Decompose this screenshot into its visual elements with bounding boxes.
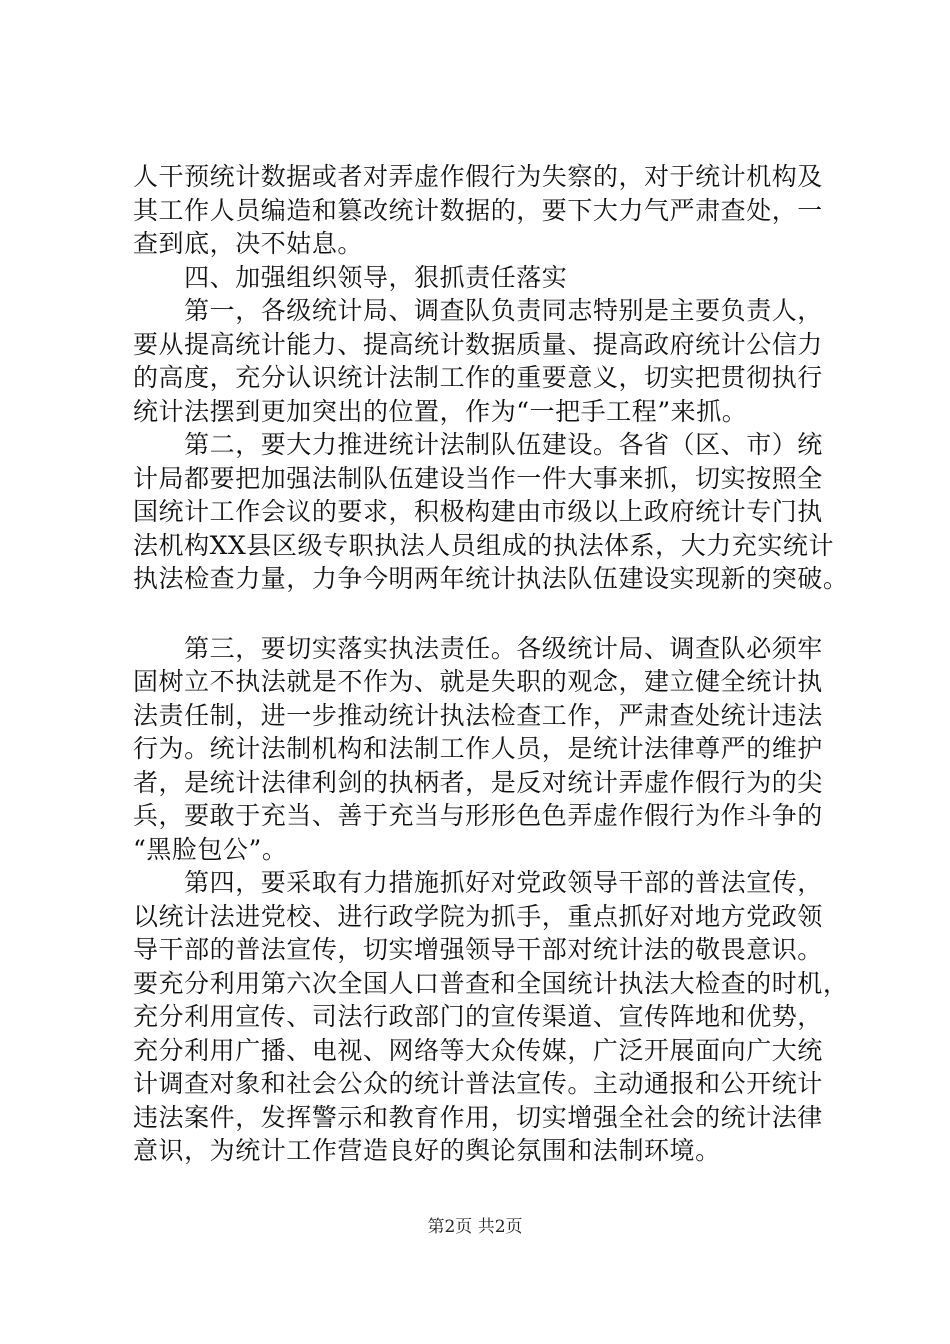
text-line: 要充分利用第六次全国人口普查和全国统计执法大检查的时机， (133, 968, 849, 998)
text-line: 意识，为统计工作营造良好的舆论氛围和法制环境。 (133, 1136, 721, 1165)
text-line: 兵，要敢于充当、善于充当与形形色色弄虚作假行为作斗争的 (133, 801, 823, 830)
text-line: 第四，要采取有力措施抓好对党政领导干部的普法宣传， (133, 868, 823, 897)
text-line: 第一，各级统计局、调查队负责同志特别是主要负责人， (133, 296, 823, 325)
text-line: “黑脸包公”。 (133, 834, 288, 864)
text-line: 查到底，决不姑息。 (133, 229, 363, 258)
text-line: 充分利用广播、电视、网络等大众传媒，广泛开展面向广大统 (133, 1035, 823, 1065)
document-body (133, 160, 853, 1168)
text-line: 法机构XX县区级专职执法人员组成的执法体系，大力充实统计 (133, 530, 834, 560)
text-line: 违法案件，发挥警示和教育作用，切实增强全社会的统计法律 (133, 1102, 823, 1132)
blank-line (133, 596, 853, 632)
text-line: 要从提高统计能力、提高统计数据质量、提高政府统计公信力 (133, 329, 823, 359)
text-line: 充分利用宣传、司法行政部门的宣传渠道、宣传阵地和优势， (133, 1002, 823, 1031)
text-line: 国统计工作会议的要求，积极构建由市级以上政府统计专门执 (133, 497, 823, 526)
text-line: 执法检查力量，力争今明两年统计执法队伍建设实现新的突破。 (133, 564, 849, 593)
page-number-footer: 第2页 共2页 (427, 1217, 523, 1237)
text-line: 者，是统计法律利剑的执柄者，是反对统计弄虚作假行为的尖 (133, 767, 823, 797)
text-line: 其工作人员编造和篡改统计数据的，要下大力气严肃查处，一 (133, 195, 823, 225)
text-line: 行为。统计法制机构和法制工作人员，是统计法律尊严的维护 (133, 734, 823, 763)
text-line: 第二，要大力推进统计法制队伍建设。各省（区、市）统 (133, 430, 823, 459)
text-line: 的高度，充分认识统计法制工作的重要意义，切实把贯彻执行 (133, 363, 823, 392)
text-line: 计局都要把加强法制队伍建设当作一件大事来抓，切实按照全 (133, 463, 823, 493)
section-heading: 四、加强组织领导，狠抓责任落实 (133, 262, 568, 292)
text-line: 第三，要切实落实执法责任。各级统计局、调查队必须牢 (133, 633, 823, 663)
text-line: 固树立不执法就是不作为、就是失职的观念，建立健全统计执 (133, 667, 823, 696)
text-line: 导干部的普法宣传，切实增强领导干部对统计法的敬畏意识。 (133, 935, 823, 964)
text-line: 以统计法进党校、进行政学院为抓手，重点抓好对地方党政领 (133, 901, 823, 931)
text-line: 法责任制，进一步推动统计执法检查工作，严肃查处统计违法 (133, 700, 823, 730)
text-line: 人干预统计数据或者对弄虚作假行为失察的，对于统计机构及 (133, 162, 823, 191)
text-line: 计调查对象和社会公众的统计普法宣传。主动通报和公开统计 (133, 1069, 823, 1098)
text-line: 统计法摆到更加突出的位置，作为“一把手工程”来抓。 (133, 396, 748, 426)
